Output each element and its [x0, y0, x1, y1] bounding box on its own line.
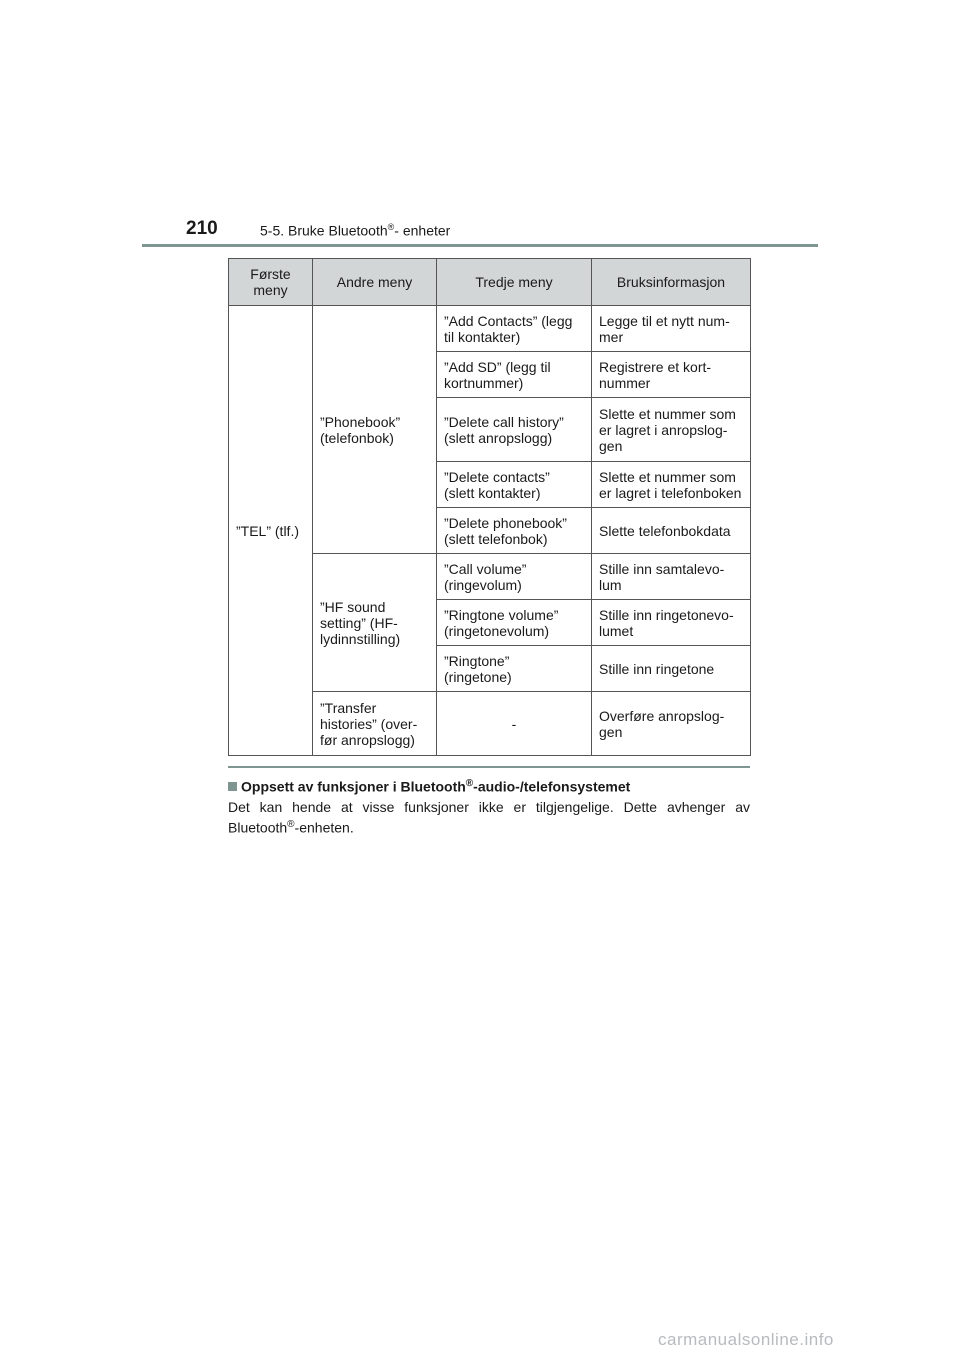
usage-info-text: Slette et nummer som er lagret i telefonboken [599, 468, 742, 501]
second-menu-text: ”Phonebook” (telefonbok) [320, 413, 401, 446]
section-heading-suffix: -audio-/telefonsystemet [473, 778, 631, 795]
bluetooth-setup-section [228, 766, 750, 836]
third-menu-cell [437, 646, 592, 692]
section-body-text: Det kan hende at visse funksjoner ikke er tilgjengelige. Dette avhenger av Bluetooth [228, 798, 750, 836]
third-menu-text: ”Add SD” (legg til kortnummer) [444, 358, 551, 391]
second-menu-text: ”Transfer histories” (over- før anropslogg) [320, 699, 418, 748]
third-menu-cell [437, 398, 592, 462]
usage-info-text: Overføre anropslog- gen [599, 707, 725, 740]
usage-info-text: Stille inn samtalevo- lum [599, 560, 725, 593]
section-body [228, 799, 750, 837]
second-menu-cell [313, 306, 437, 554]
third-menu-cell [437, 508, 592, 554]
third-menu-text: ”Delete phonebook” (slett telefonbok) [444, 514, 567, 547]
header-usage-info: Bruksinformasjon [592, 259, 751, 306]
usage-info-cell [592, 352, 751, 398]
usage-info-cell [592, 462, 751, 508]
usage-info-cell [592, 646, 751, 692]
third-menu-text: ”Delete call history” (slett anropslogg) [444, 413, 564, 446]
header-first-menu: Første meny [229, 259, 313, 306]
usage-info-text: Registrere et kort- nummer [599, 358, 712, 391]
section-rule [228, 766, 750, 768]
registered-mark: ® [287, 818, 295, 830]
usage-info-cell [592, 306, 751, 352]
page-header [186, 216, 818, 246]
usage-info-cell [592, 692, 751, 756]
usage-info-text: Legge til et nytt num- mer [599, 312, 730, 345]
third-menu-cell [437, 306, 592, 352]
usage-info-text: Slette telefonbokdata [599, 522, 731, 539]
usage-info-cell [592, 600, 751, 646]
third-menu-text: ”Add Contacts” (legg til kontakter) [444, 312, 573, 345]
section-heading-text: Oppsett av funksjoner i Bluetooth [241, 778, 466, 795]
usage-info-text: Stille inn ringetone [599, 660, 715, 677]
usage-info-text: Stille inn ringetonevo- lumet [599, 606, 734, 639]
section-body-suffix: -enheten. [294, 819, 354, 836]
third-menu-text: - [511, 715, 517, 732]
usage-info-cell [592, 554, 751, 600]
table-header-row [229, 259, 751, 306]
usage-info-cell [592, 508, 751, 554]
third-menu-text: ”Ringtone volume” (ringetonevolum) [444, 606, 559, 639]
square-bullet-icon [228, 782, 237, 791]
third-menu-text: ”Ringtone” (ringetone) [444, 652, 512, 685]
header-third-menu: Tredje meny [437, 259, 592, 306]
registered-mark: ® [387, 222, 395, 232]
watermark: carmanualsonline.info [658, 1330, 834, 1349]
first-menu-text: ”TEL” (tlf.) [236, 522, 299, 539]
header-rule [142, 244, 818, 247]
third-menu-text: ”Delete contacts” (slett kontakter) [444, 468, 550, 501]
third-menu-cell [437, 554, 592, 600]
section-heading [228, 775, 750, 796]
third-menu-cell [437, 352, 592, 398]
section-title-text: 5-5. Bruke Bluetooth [260, 222, 388, 239]
section-title [260, 222, 450, 239]
second-menu-cell [313, 554, 437, 692]
third-menu-cell [437, 600, 592, 646]
menu-table [228, 258, 751, 756]
table-row [229, 306, 751, 352]
third-menu-cell [437, 462, 592, 508]
header-second-menu: Andre meny [313, 259, 437, 306]
usage-info-cell [592, 398, 751, 462]
second-menu-text: ”HF sound setting” (HF- lydinnstilling) [320, 598, 401, 647]
registered-mark: ® [465, 778, 474, 789]
third-menu-cell [437, 692, 592, 756]
second-menu-cell [313, 692, 437, 756]
first-menu-cell [229, 306, 313, 756]
usage-info-text: Slette et nummer som er lagret i anropslog- gen [599, 405, 736, 454]
page-number: 210 [186, 218, 218, 239]
third-menu-text: ”Call volume” (ringevolum) [444, 560, 527, 593]
section-title-suffix: - enheter [394, 222, 451, 239]
